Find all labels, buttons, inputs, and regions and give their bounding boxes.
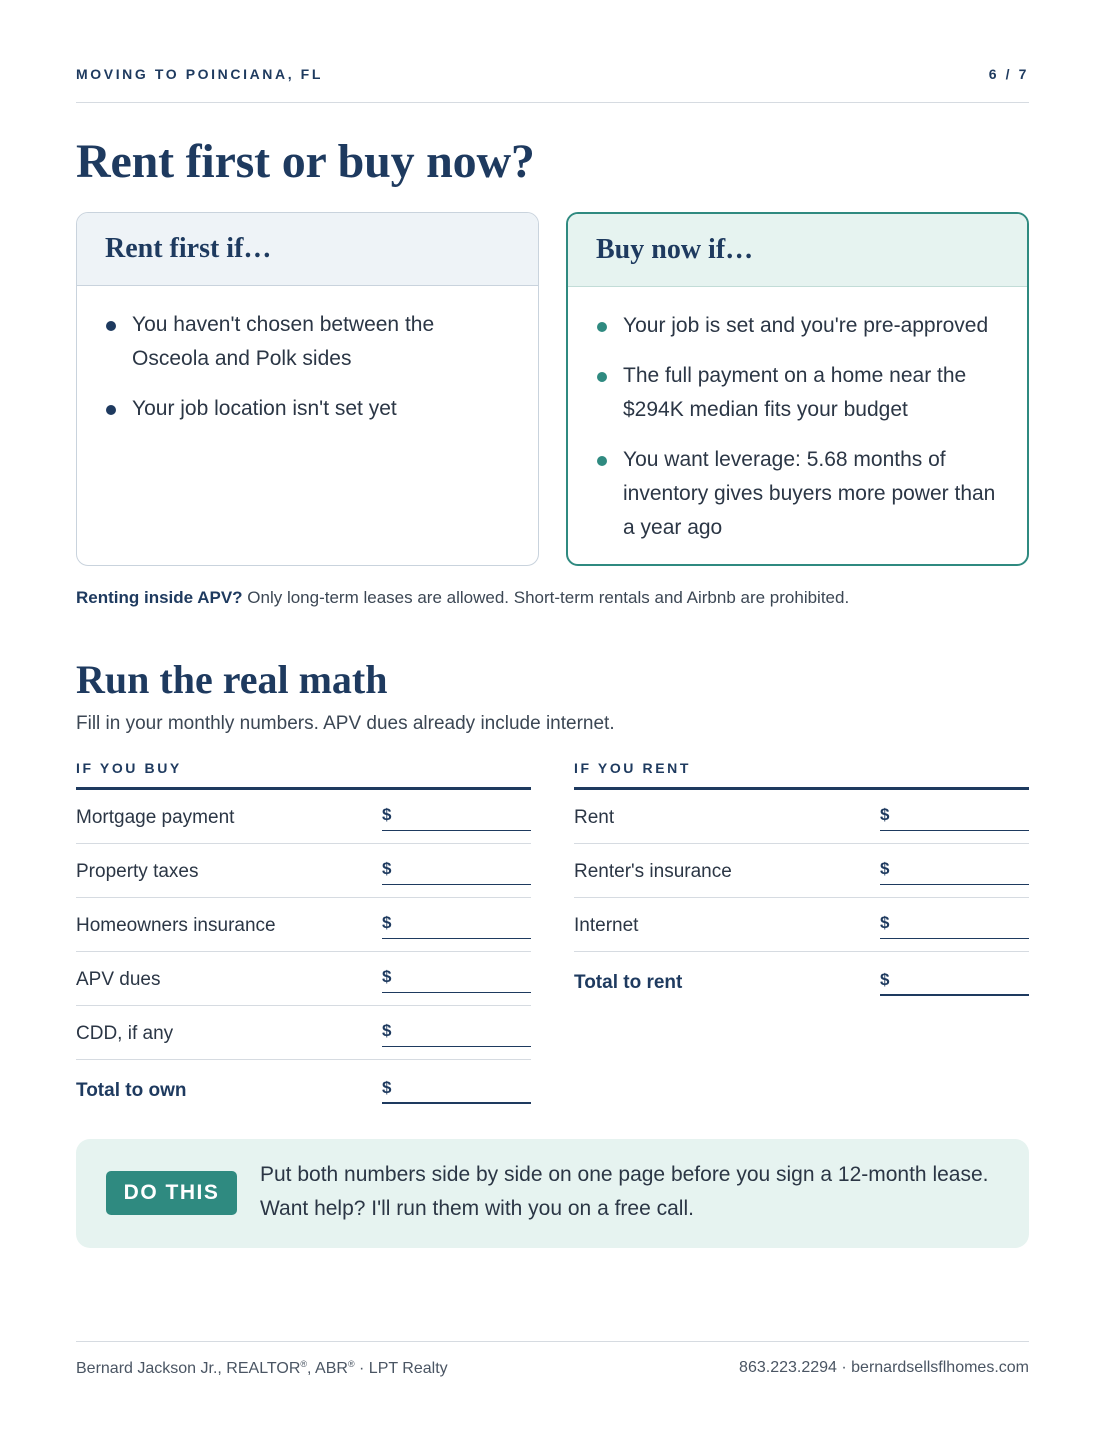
amount-blank[interactable]	[382, 805, 531, 831]
table-row	[574, 898, 1029, 952]
currency-symbol: $	[880, 805, 890, 824]
total-label: Total to own	[76, 1080, 187, 1101]
callout-line-1: Put both numbers side by side on one page before you sign a 12-month lease.	[260, 1163, 989, 1186]
table-row	[76, 898, 531, 952]
currency-symbol: $	[382, 805, 392, 824]
rent-reasons-list	[77, 286, 538, 426]
buy-table-heading: IF YOU BUY	[76, 760, 531, 790]
currency-symbol: $	[880, 970, 890, 989]
list-item: Your job is set and you're pre-approved	[596, 309, 999, 343]
math-section-title: Run the real math	[76, 657, 388, 702]
page-footer	[76, 1341, 1029, 1377]
table-row	[574, 790, 1029, 844]
rent-card-header	[77, 213, 538, 286]
amount-blank[interactable]	[880, 805, 1029, 831]
row-label: Renter's insurance	[574, 861, 732, 882]
do-this-badge: DO THIS	[106, 1171, 237, 1215]
list-item: Your job location isn't set yet	[105, 392, 510, 426]
buy-reasons-list	[568, 287, 1027, 545]
section-eyebrow: MOVING TO POINCIANA, FL	[76, 66, 323, 82]
rent-table-heading: IF YOU RENT	[574, 760, 1029, 790]
buy-cost-table	[76, 760, 531, 1120]
table-row	[76, 1006, 531, 1060]
bullet-icon	[597, 322, 607, 332]
amount-blank[interactable]	[880, 913, 1029, 939]
rent-card-title: Rent first if…	[105, 233, 272, 264]
page-header	[76, 66, 1029, 103]
currency-symbol: $	[382, 859, 392, 878]
page-number: 6 / 7	[988, 66, 1029, 82]
callout-line-2: Want help? I'll run them with you on a free call.	[260, 1197, 694, 1220]
amount-blank[interactable]	[382, 859, 531, 885]
note-text: Only long-term leases are allowed. Short-term rentals and Airbnb are prohibited.	[242, 588, 850, 607]
total-amount-blank[interactable]	[880, 970, 1029, 996]
currency-symbol: $	[382, 913, 392, 932]
total-row	[574, 952, 1029, 1012]
rent-cost-table	[574, 760, 1029, 1012]
amount-blank[interactable]	[382, 1021, 531, 1047]
total-amount-blank[interactable]	[382, 1078, 531, 1104]
apv-rental-note	[76, 588, 849, 608]
currency-symbol: $	[880, 859, 890, 878]
buy-card-header	[568, 214, 1027, 287]
row-label: APV dues	[76, 969, 161, 990]
rent-first-card	[76, 212, 539, 566]
table-row	[76, 790, 531, 844]
row-label: Property taxes	[76, 861, 199, 882]
list-item: You haven't chosen between the Osceola and Polk sides	[105, 308, 510, 376]
amount-blank[interactable]	[880, 859, 1029, 885]
row-label: Homeowners insurance	[76, 915, 276, 936]
note-lead: Renting inside APV?	[76, 588, 243, 607]
bullet-icon	[106, 405, 116, 415]
list-item: You want leverage: 5.68 months of inventory gives buyers more power than a year ago	[596, 443, 999, 545]
math-section-lede: Fill in your monthly numbers. APV dues already include internet.	[76, 713, 615, 734]
total-row	[76, 1060, 531, 1120]
currency-symbol: $	[382, 1078, 392, 1097]
currency-symbol: $	[880, 913, 890, 932]
page-title: Rent first or buy now?	[76, 135, 535, 188]
currency-symbol: $	[382, 1021, 392, 1040]
bullet-icon	[597, 456, 607, 466]
bullet-icon	[106, 321, 116, 331]
row-label: Internet	[574, 915, 639, 936]
buy-card-title: Buy now if…	[596, 234, 754, 265]
callout-message	[260, 1158, 1010, 1226]
row-label: CDD, if any	[76, 1023, 174, 1044]
row-label: Mortgage payment	[76, 807, 235, 828]
buy-now-card	[566, 212, 1029, 566]
list-item: The full payment on a home near the $294K median fits your budget	[596, 359, 999, 427]
row-label: Rent	[574, 807, 615, 828]
table-row	[76, 844, 531, 898]
amount-blank[interactable]	[382, 913, 531, 939]
do-this-callout	[76, 1139, 1029, 1248]
table-row	[76, 952, 531, 1006]
agent-contact: 863.223.2294 · bernardsellsflhomes.com	[739, 1359, 1029, 1376]
table-row	[574, 844, 1029, 898]
total-label: Total to rent	[574, 972, 683, 993]
currency-symbol: $	[382, 967, 392, 986]
amount-blank[interactable]	[382, 967, 531, 993]
agent-credit: Bernard Jackson Jr., REALTOR®, ABR® · LPT Realty	[76, 1359, 448, 1377]
bullet-icon	[597, 372, 607, 382]
